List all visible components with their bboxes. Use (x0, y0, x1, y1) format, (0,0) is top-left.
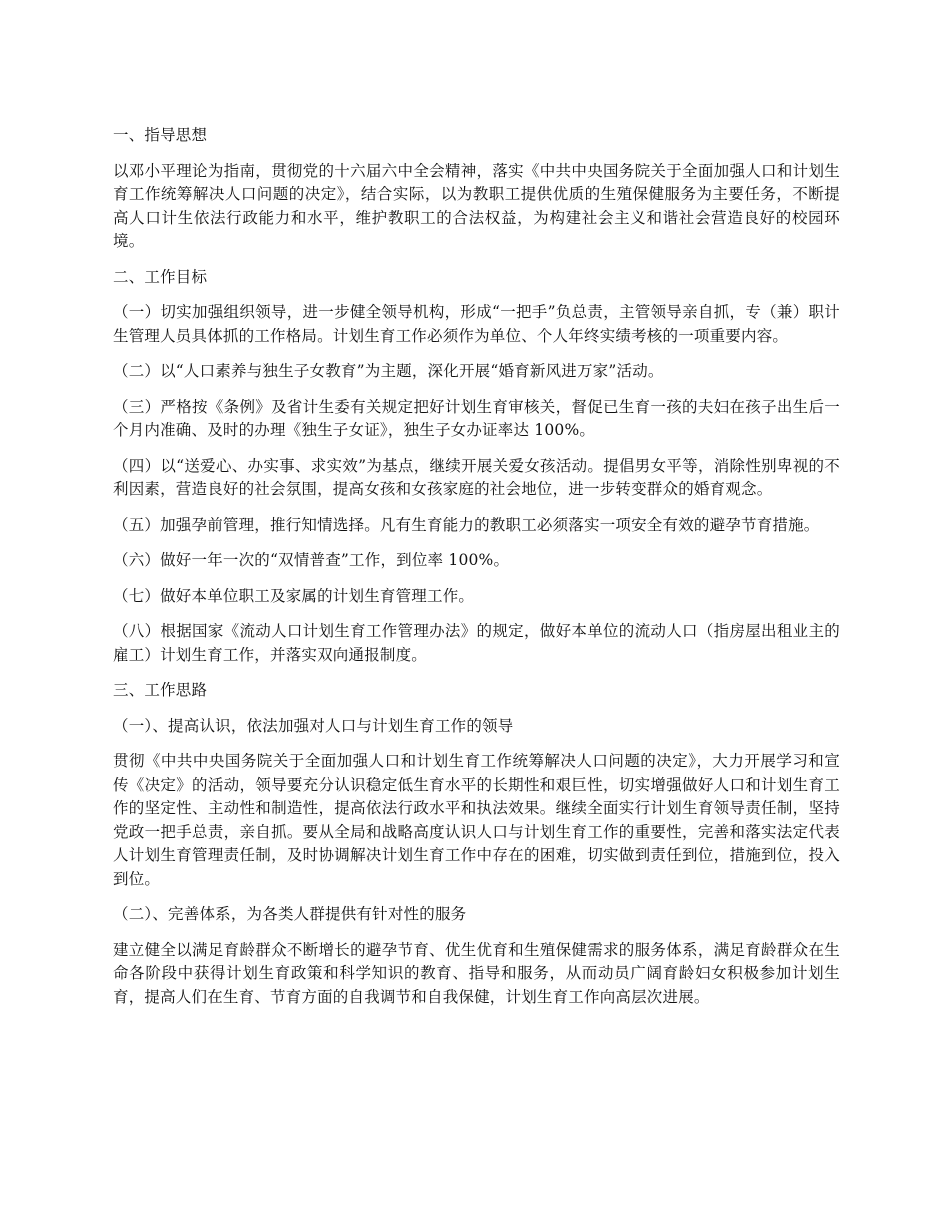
paragraph: （三）严格按《条例》及省计生委有关规定把好计划生育审核关，督促已生育一孩的夫妇在孩子出生后一个月内准确、及时的办理《独生子女证》，独生子女办证率达 100%。 (113, 397, 840, 439)
paragraph: （五）加强孕前管理，推行知情选择。凡有生育能力的教职工必须落实一项安全有效的避孕节育措施。 (113, 515, 820, 534)
subheading: （一）、提高认识，依法加强对人口与计划生育工作的领导 (113, 716, 514, 735)
paragraph: 贯彻《中共中央国务院关于全面加强人口和计划生育工作统筹解决人口问题的决定》，大力开展学习和宣传《决定》的活动，领导要充分认识稳定低生育水平的长期性和艰巨性，切实增强做好人口和计划生育工作的坚定性、主动性和制造性，提高依法行政水平和执法效果。继续全面实行计划生育领导责任制，坚持党政一把手总责，亲自抓。要从全局和战略高度认识人口与计划生育工作的重要性，完善和落实法定代表人计划生育管理责任制，及时协调解决计划生育工作中存在的困难，切实做到责任到位，措施到位，投入到位。 (113, 752, 840, 888)
paragraph: 以邓小平理论为指南，贯彻党的十六届六中全会精神，落实《中共中央国务院关于全面加强人口和计划生育工作统筹解决人口问题的决定》，结合实际，以为教职工提供优质的生殖保健服务为主要任务，不断提高人口计生依法行政能力和水平，维护教职工的合法权益，为构建社会主义和谐社会营造良好的校园环境。 (113, 161, 840, 250)
paragraph: （二）以“人口素养与独生子女教育”为主题，深化开展“婚育新风进万家”活动。 (113, 362, 664, 380)
paragraph: 建立健全以满足育龄群众不断增长的避孕节育、优生优育和生殖保健需求的服务体系，满足育龄群众在生命各阶段中获得计划生育政策和科学知识的教育、指导和服务，从而动员广阔育龄妇女积极参加计划生育，提高人们在生育、节育方面的自我调节和自我保健，计划生育工作向高层次进展。 (113, 940, 840, 1006)
section-heading: 三、工作思路 (113, 681, 208, 699)
section-work-approach (113, 679, 840, 1009)
section-heading: 二、工作目标 (113, 267, 208, 286)
paragraph: （一）切实加强组织领导，进一步健全领导机构，形成“一把手”负总责，主管领导亲自抓，专（兼）职计生管理人员具体抓的工作格局。计划生育工作必须作为单位、个人年终实绩考核的一项重要内容。 (113, 303, 840, 345)
subheading: （二）、完善体系，为各类人群提供有针对性的服务 (113, 905, 467, 923)
paragraph: （四）以“送爱心、办实事、求实效”为基点，继续开展关爱女孩活动。提倡男女平等，消除性别卑视的不利因素，营造良好的社会氛围，提高女孩和女孩家庭的社会地位，进一步转变群众的婚育观念。 (113, 456, 840, 498)
paragraph: （七）做好本单位职工及家属的计划生育管理工作。 (113, 586, 475, 605)
paragraph: （八）根据国家《流动人口计划生育工作管理办法》的规定，做好本单位的流动人口（指房屋出租业主的雇工）计划生育工作，并落实双向通报制度。 (113, 622, 840, 664)
document-body (113, 124, 840, 1021)
section-work-goals (113, 266, 840, 668)
section-heading: 一、指导思想 (113, 126, 208, 144)
section-guiding-ideology (113, 124, 840, 254)
paragraph: （六）做好一年一次的“双情普查”工作，到位率 100%。 (113, 551, 510, 569)
